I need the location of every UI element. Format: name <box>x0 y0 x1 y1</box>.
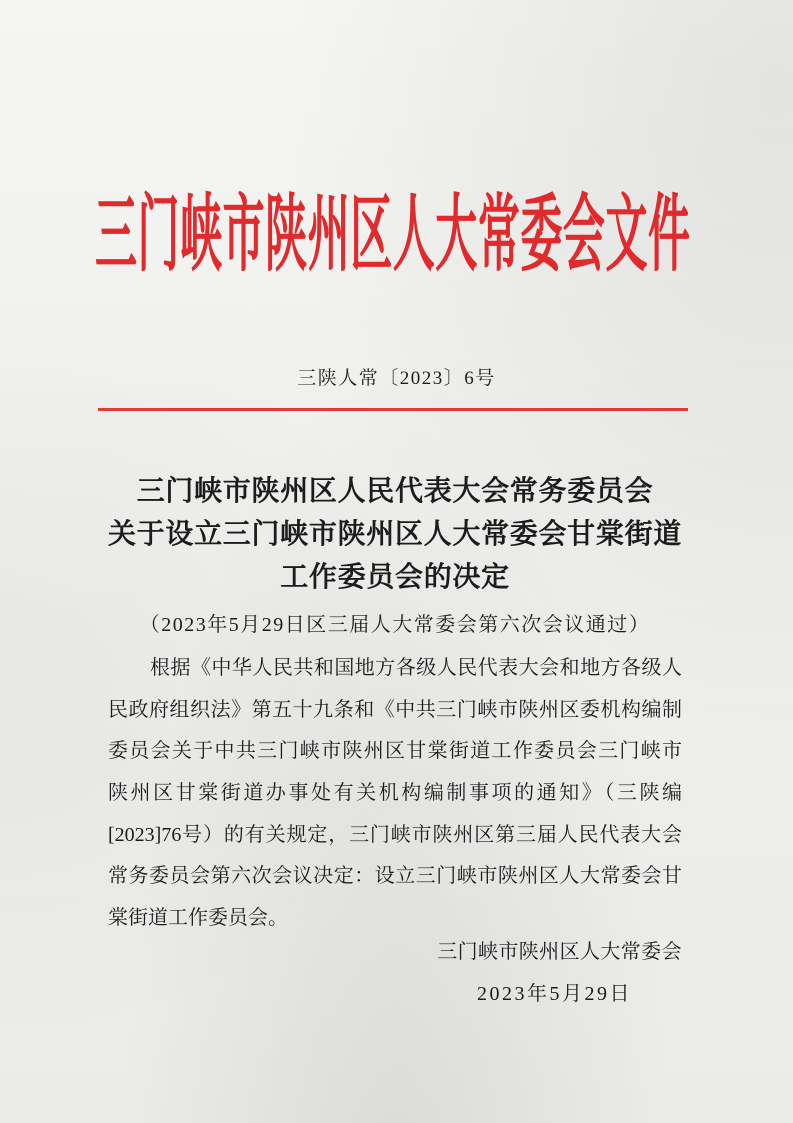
body-paragraph <box>108 648 682 940</box>
red-separator-line <box>98 408 688 411</box>
heading-line-3: 工作委员会的决定 <box>280 562 510 593</box>
body-line-2: 民政府组织法》第五十九条和《中共三门峡市陕州区委机构编制 <box>108 698 682 721</box>
body-line-6: 常务委员会第六次会议决定：设立三门峡市陕州区人大常委会甘 <box>108 865 682 888</box>
body-line-5: [2023]76号）的有关规定，三门峡市陕州区第三届人民代表大会 <box>108 823 682 846</box>
adoption-note: （2023年5月29日区三届人大常委会第六次会议通过） <box>139 614 651 636</box>
masthead-title: 三门峡市陕州区人大常委会文件 <box>95 191 690 283</box>
heading-line-2: 关于设立三门峡市陕州区人大常委会甘棠街道 <box>107 519 682 550</box>
heading-line-1: 三门峡市陕州区人民代表大会常务委员会 <box>136 476 654 507</box>
signature-organization: 三门峡市陕州区人大常委会 <box>437 941 682 963</box>
signature-date: 2023年5月29日 <box>477 983 632 1005</box>
body-line-7: 棠街道工作委员会。 <box>108 907 288 930</box>
body-line-3: 委员会关于中共三门峡市陕州区甘棠街道工作委员会三门峡市 <box>108 740 682 763</box>
body-line-4: 陕州区甘棠街道办事处有关机构编制事项的通知》（三陕编 <box>108 782 682 805</box>
document-number: 三陕人常〔2023〕6号 <box>297 368 496 389</box>
document-heading <box>98 470 692 599</box>
body-line-1: 根据《中华人民共和国地方各级人民代表大会和地方各级人 <box>150 657 682 679</box>
